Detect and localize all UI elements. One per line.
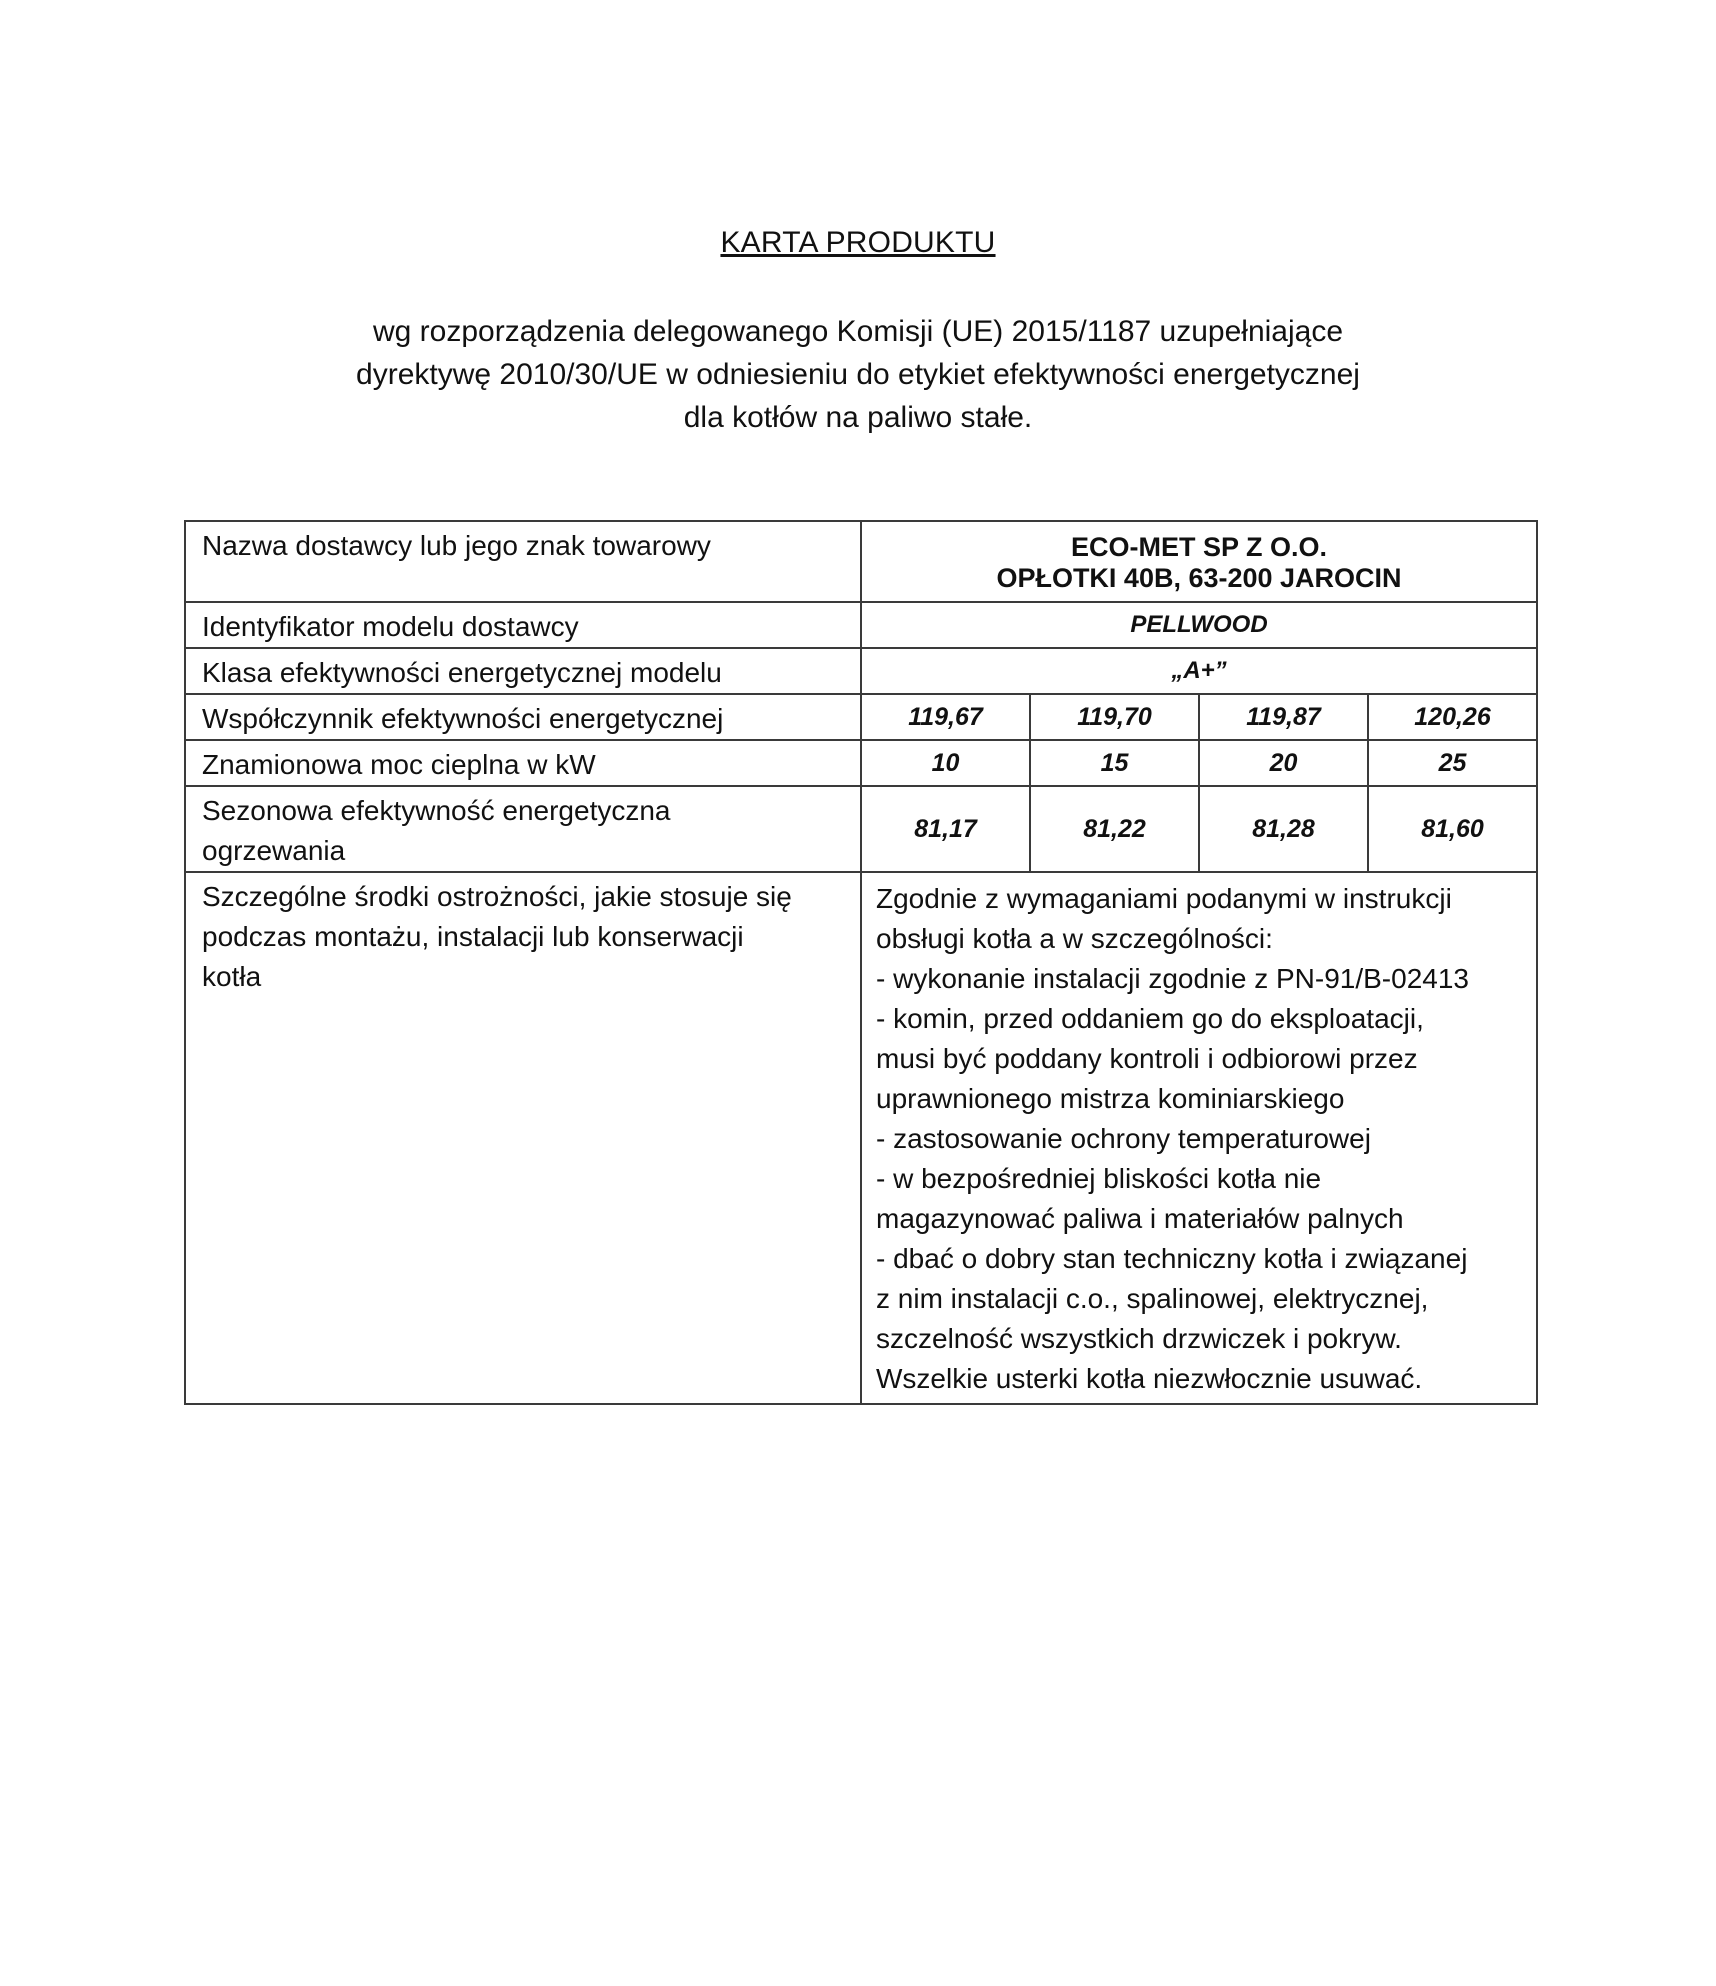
eei-label: Współczynnik efektywności energetycznej <box>185 694 861 740</box>
text-line: z nim instalacji c.o., spalinowej, elektrycznej, <box>876 1283 1429 1314</box>
table-row-energy-class <box>185 648 1537 694</box>
text-line: - komin, przed oddaniem go do eksploatacji, <box>876 1003 1424 1034</box>
text-line: szczelność wszystkich drzwiczek i pokryw. <box>876 1323 1402 1354</box>
label-line: ogrzewania <box>202 835 346 866</box>
eei-value: 119,67 <box>861 694 1030 740</box>
text-line: - wykonanie instalacji zgodnie z PN-91/B-02413 <box>876 963 1469 994</box>
seasonal-efficiency-label <box>185 786 861 872</box>
label-line: Sezonowa efektywność energetyczna <box>202 795 671 826</box>
eei-value: 119,70 <box>1030 694 1199 740</box>
table-row-rated-output <box>185 740 1537 786</box>
subtitle-line: wg rozporządzenia delegowanego Komisji (UE) 2015/1187 uzupełniające <box>372 315 1344 348</box>
document-subtitle <box>0 310 1716 439</box>
energy-class-value: „A+” <box>861 648 1537 694</box>
seasonal-efficiency-value: 81,22 <box>1030 786 1199 872</box>
label-line: Szczególne środki ostrożności, jakie stosuje się <box>202 881 792 912</box>
text-line: - zastosowanie ochrony temperaturowej <box>876 1123 1371 1154</box>
text-line: uprawnionego mistrza kominiarskiego <box>876 1083 1345 1114</box>
eei-value: 120,26 <box>1368 694 1537 740</box>
energy-class-label: Klasa efektywności energetycznej modelu <box>185 648 861 694</box>
rated-output-value: 10 <box>861 740 1030 786</box>
subtitle-line: dla kotłów na paliwo stałe. <box>683 401 1033 434</box>
text-line: Zgodnie z wymaganiami podanymi w instrukcji <box>876 883 1452 914</box>
table-row-eei <box>185 694 1537 740</box>
seasonal-efficiency-value: 81,28 <box>1199 786 1368 872</box>
model-value: PELLWOOD <box>861 602 1537 648</box>
seasonal-efficiency-value: 81,17 <box>861 786 1030 872</box>
supplier-name: ECO-MET SP Z O.O. <box>1070 532 1328 562</box>
text-line: musi być poddany kontroli i odbiorowi przez <box>876 1043 1418 1074</box>
table-row-model <box>185 602 1537 648</box>
label-line: podczas montażu, instalacji lub konserwacji <box>202 921 744 952</box>
table-row-supplier <box>185 521 1537 602</box>
rated-output-value: 20 <box>1199 740 1368 786</box>
text-line: magazynować paliwa i materiałów palnych <box>876 1203 1404 1234</box>
rated-output-value: 25 <box>1368 740 1537 786</box>
supplier-address: OPŁOTKI 40B, 63-200 JAROCIN <box>996 563 1402 593</box>
subtitle-line: dyrektywę 2010/30/UE w odniesieniu do etykiet efektywności energetycznej <box>356 358 1360 391</box>
table-row-seasonal-efficiency <box>185 786 1537 872</box>
product-card-table <box>184 520 1538 1405</box>
text-line: Wszelkie usterki kotła niezwłocznie usuwać. <box>876 1363 1423 1394</box>
text-line: - w bezpośredniej bliskości kotła nie <box>876 1163 1322 1194</box>
text-line: obsługi kotła a w szczególności: <box>876 923 1273 954</box>
supplier-value <box>861 521 1537 602</box>
supplier-label: Nazwa dostawcy lub jego znak towarowy <box>185 521 861 602</box>
precautions-label <box>185 872 861 1404</box>
eei-value: 119,87 <box>1199 694 1368 740</box>
rated-output-value: 15 <box>1030 740 1199 786</box>
document-title: KARTA PRODUKTU <box>720 226 996 259</box>
precautions-text <box>861 872 1537 1404</box>
text-line: - dbać o dobry stan techniczny kotła i związanej <box>876 1243 1468 1274</box>
seasonal-efficiency-value: 81,60 <box>1368 786 1537 872</box>
table-row-precautions <box>185 872 1537 1404</box>
label-line: kotła <box>202 961 262 992</box>
model-label: Identyfikator modelu dostawcy <box>185 602 861 648</box>
rated-output-label: Znamionowa moc cieplna w kW <box>185 740 861 786</box>
